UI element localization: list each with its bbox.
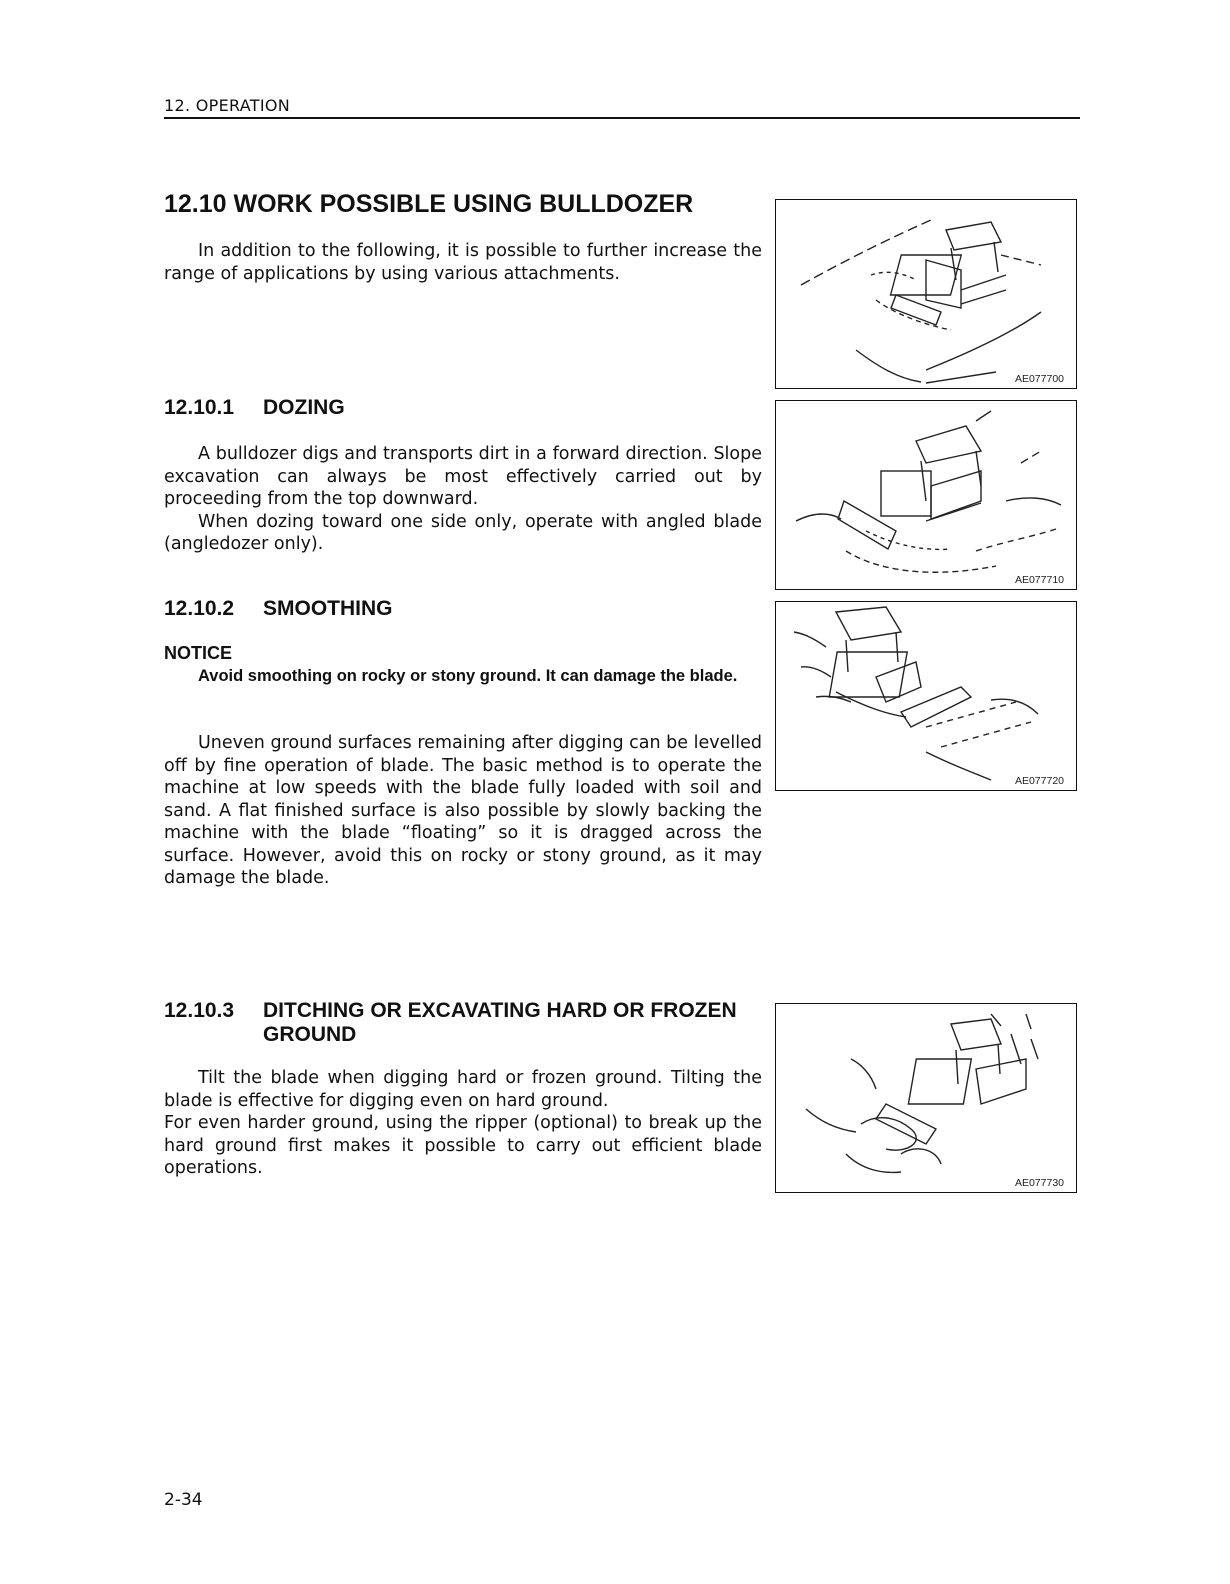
smoothing-paragraph: Uneven ground surfaces remaining after digging can be levelled off by fine operation of blade. The basic method is to operate the machine at low speeds with the blade fully loaded with soil and sand. A flat finished surface is also possible by slowly backing the machine with the blade “floating” so it is dragged across the surface. However, avoid this on rocky or stony ground, as it may damage the blade.: [164, 733, 762, 888]
bulldozer-illustration: [776, 401, 1076, 589]
section-title-line: GROUND: [263, 1023, 357, 1046]
chapter-header: 12. OPERATION: [164, 96, 1080, 119]
figure-bulldozer-slope: [775, 199, 1077, 389]
bulldozer-illustration: [776, 200, 1076, 388]
ditching-paragraph: Tilt the blade when digging hard or frozen ground. Tilting the blade is effective for digging even on hard ground.: [164, 1068, 762, 1111]
ditching-paragraph: For even harder ground, using the ripper (optional) to break up the hard ground first makes it possible to carry out efficient blade operations.: [164, 1113, 762, 1178]
figure-code: AE077730: [1014, 1177, 1064, 1189]
figure-code: AE077700: [1014, 373, 1064, 385]
section-heading-smoothing: [164, 597, 393, 621]
smoothing-body: [164, 732, 762, 890]
section-title-line: DITCHING OR EXCAVATING HARD OR FROZEN: [263, 999, 737, 1022]
ditching-body: [164, 1067, 762, 1180]
dozing-paragraph: When dozing toward one side only, operate with angled blade (angledozer only).: [164, 511, 762, 554]
figure-code: AE077710: [1014, 574, 1064, 586]
dozing-paragraph: A bulldozer digs and transports dirt in a forward direction. Slope excavation can always be most effectively carried out by proceeding from the top downward.: [164, 444, 762, 509]
section-title: SMOOTHING: [263, 597, 393, 620]
figure-dozing: [775, 400, 1077, 590]
intro-paragraph: [164, 240, 762, 285]
figure-smoothing: [775, 601, 1077, 791]
section-heading-dozing: [164, 396, 345, 420]
figure-code: AE077720: [1014, 775, 1064, 787]
dozing-body: [164, 443, 762, 556]
section-number: 12.10.2: [164, 597, 235, 620]
section-number: 12.10.3: [164, 999, 235, 1022]
bulldozer-illustration: [776, 602, 1076, 790]
bulldozer-illustration: [776, 1004, 1076, 1192]
section-number: 12.10.1: [164, 396, 235, 419]
notice-text: Avoid smoothing on rocky or stony ground. It can damage the blade.: [198, 667, 738, 685]
intro-text: In addition to the following, it is possible to further increase the range of applications by using various attachments.: [164, 241, 762, 284]
section-title: DOZING: [263, 396, 345, 419]
page-title: 12.10 WORK POSSIBLE USING BULLDOZER: [164, 190, 694, 218]
section-heading-ditching: [164, 999, 737, 1047]
page-number: 2-34: [164, 1490, 203, 1510]
figure-ditching: [775, 1003, 1077, 1193]
section-title: [263, 999, 737, 1047]
notice-label: NOTICE: [164, 643, 233, 663]
